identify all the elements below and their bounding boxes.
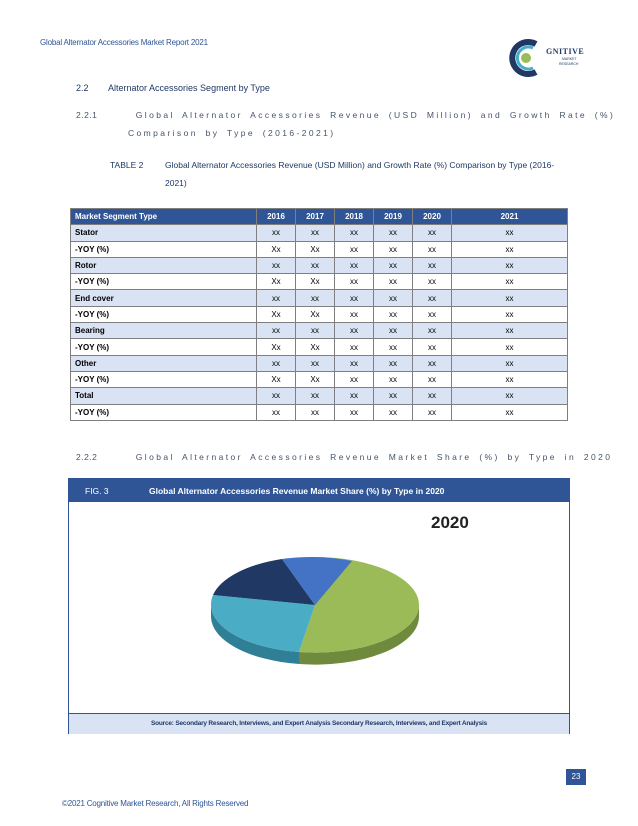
- table-cell-segment: -YOY (%): [71, 241, 257, 257]
- table-cell-segment: End cover: [71, 290, 257, 306]
- table-cell-segment: -YOY (%): [71, 274, 257, 290]
- table-row: [71, 225, 568, 241]
- table-cell-value: xx: [413, 323, 452, 339]
- table-cell-value: xx: [452, 339, 568, 355]
- table-cell-value: xx: [374, 274, 413, 290]
- table-cell-value: xx: [452, 404, 568, 420]
- table-header-cell: 2018: [335, 209, 374, 225]
- logo-text: GNITIVE: [546, 47, 585, 56]
- table-cell-value: xx: [413, 274, 452, 290]
- figure-label: FIG. 3: [85, 486, 109, 496]
- table-row: [71, 290, 568, 306]
- chart-year-label: 2020: [431, 513, 469, 532]
- table-cell-value: xx: [296, 355, 335, 371]
- subsection-221-line1: Global Alternator Accessories Revenue (USD Million) and Growth Rate (%): [135, 110, 616, 120]
- table-cell-segment: -YOY (%): [71, 404, 257, 420]
- table-cell-value: xx: [257, 388, 296, 404]
- table-cell-value: xx: [413, 355, 452, 371]
- table-cell-segment: Rotor: [71, 257, 257, 273]
- subsection-222-heading: [76, 452, 612, 462]
- table-row: [71, 241, 568, 257]
- subsection-222-number: 2.2.2: [76, 452, 98, 462]
- table-cell-value: xx: [374, 323, 413, 339]
- company-logo: [506, 36, 594, 80]
- table-cell-value: xx: [413, 225, 452, 241]
- table-cell-value: xx: [413, 257, 452, 273]
- table-row: [71, 388, 568, 404]
- table-cell-value: xx: [335, 371, 374, 387]
- table-row: [71, 323, 568, 339]
- table-cell-value: xx: [413, 339, 452, 355]
- table-cell-value: xx: [296, 257, 335, 273]
- table-cell-value: xx: [335, 306, 374, 322]
- table-cell-value: xx: [374, 290, 413, 306]
- table-cell-value: xx: [374, 371, 413, 387]
- table-row: [71, 371, 568, 387]
- table-header-cell: Market Segment Type: [71, 209, 257, 225]
- table-cell-segment: Bearing: [71, 323, 257, 339]
- table-cell-segment: Total: [71, 388, 257, 404]
- section-number: 2.2: [76, 83, 89, 93]
- table-header-cell: 2021: [452, 209, 568, 225]
- subsection-222-text: Global Alternator Accessories Revenue Market Share (%) by Type in 2020: [135, 452, 613, 462]
- table-cell-value: xx: [335, 404, 374, 420]
- table-cell-value: xx: [452, 257, 568, 273]
- table-cell-value: xx: [452, 371, 568, 387]
- table-row: [71, 306, 568, 322]
- subsection-221-heading: [76, 110, 615, 120]
- figure-title: Global Alternator Accessories Revenue Market Share (%) by Type in 2020: [149, 486, 445, 496]
- table-cell-value: Xx: [296, 371, 335, 387]
- section-heading: [76, 83, 270, 93]
- table-cell-value: xx: [374, 388, 413, 404]
- table-row: [71, 257, 568, 273]
- table-cell-value: Xx: [296, 306, 335, 322]
- table-cell-value: xx: [335, 355, 374, 371]
- logo-subtext-2: RESEARCH: [559, 62, 579, 66]
- table-cell-value: Xx: [296, 241, 335, 257]
- figure-source-bar: [69, 713, 569, 734]
- table-cell-value: xx: [374, 306, 413, 322]
- table-row: [71, 355, 568, 371]
- table-header-row: [71, 209, 568, 225]
- table-cell-segment: Stator: [71, 225, 257, 241]
- table-cell-value: xx: [452, 225, 568, 241]
- table-cell-value: Xx: [257, 274, 296, 290]
- table-cell-value: xx: [413, 371, 452, 387]
- table-cell-value: xx: [257, 355, 296, 371]
- pie-chart-3d: [209, 545, 429, 675]
- table-cell-value: Xx: [257, 306, 296, 322]
- table-cell-value: Xx: [257, 339, 296, 355]
- table-header-cell: 2019: [374, 209, 413, 225]
- table-cell-value: xx: [335, 388, 374, 404]
- table-cell-value: xx: [374, 339, 413, 355]
- table-cell-value: Xx: [257, 241, 296, 257]
- table-cell-value: Xx: [296, 339, 335, 355]
- table-cell-value: xx: [374, 241, 413, 257]
- table-cell-value: xx: [335, 225, 374, 241]
- table-cell-segment: Other: [71, 355, 257, 371]
- subsection-221-line2: Comparison by Type (2016-2021): [128, 128, 336, 138]
- table-cell-value: xx: [335, 339, 374, 355]
- table-cell-value: xx: [257, 404, 296, 420]
- table-cell-value: xx: [257, 323, 296, 339]
- figure-box: [68, 478, 570, 734]
- table-cell-value: xx: [452, 388, 568, 404]
- revenue-table: [70, 208, 568, 421]
- table-caption-text: Global Alternator Accessories Revenue (USD Million) and Growth Rate (%) Comparison by Type (2016-2021): [165, 160, 555, 188]
- table-cell-segment: -YOY (%): [71, 306, 257, 322]
- table-cell-value: xx: [257, 257, 296, 273]
- table-cell-segment: -YOY (%): [71, 371, 257, 387]
- table-cell-value: Xx: [257, 371, 296, 387]
- table-row: [71, 404, 568, 420]
- table-cell-value: xx: [335, 257, 374, 273]
- table-cell-value: xx: [374, 355, 413, 371]
- footer-copyright: ©2021 Cognitive Market Research, All Rights Reserved: [62, 799, 249, 808]
- table-cell-value: xx: [296, 323, 335, 339]
- table-cell-value: xx: [296, 225, 335, 241]
- logo-subtext-1: MARKET: [562, 57, 577, 61]
- table-header-cell: 2017: [296, 209, 335, 225]
- table-row: [71, 274, 568, 290]
- page-number: 23: [566, 769, 586, 785]
- table-cell-value: xx: [257, 290, 296, 306]
- table-cell-value: xx: [413, 388, 452, 404]
- table-row: [71, 339, 568, 355]
- table-cell-value: xx: [413, 290, 452, 306]
- table-cell-value: xx: [413, 404, 452, 420]
- table-cell-value: xx: [374, 257, 413, 273]
- table-cell-value: xx: [257, 225, 296, 241]
- table-cell-value: xx: [452, 241, 568, 257]
- figure-header: [69, 479, 569, 502]
- report-header-title: Global Alternator Accessories Market Report 2021: [40, 38, 208, 47]
- table-cell-value: xx: [452, 355, 568, 371]
- table-cell-value: xx: [452, 274, 568, 290]
- table-cell-value: xx: [452, 306, 568, 322]
- table-cell-value: Xx: [296, 274, 335, 290]
- section-title: Alternator Accessories Segment by Type: [108, 83, 270, 93]
- table-cell-value: xx: [452, 290, 568, 306]
- table-cell-value: xx: [335, 241, 374, 257]
- table-cell-value: xx: [452, 323, 568, 339]
- table-cell-value: xx: [296, 290, 335, 306]
- table-cell-value: xx: [296, 388, 335, 404]
- table-cell-value: xx: [374, 404, 413, 420]
- table-header-cell: 2020: [413, 209, 452, 225]
- table-header-cell: 2016: [257, 209, 296, 225]
- table-cell-value: xx: [413, 306, 452, 322]
- subsection-221-number: 2.2.1: [76, 110, 98, 120]
- pie-slice-teal: [211, 595, 315, 652]
- table-cell-value: xx: [296, 404, 335, 420]
- table-cell-value: xx: [335, 323, 374, 339]
- table-cell-value: xx: [335, 290, 374, 306]
- figure-source: Source: Secondary Research, Interviews, and Expert Analysis Secondary Research, Interviews, and Expert Analysis: [150, 720, 488, 727]
- table-cell-value: xx: [413, 241, 452, 257]
- table-caption-label: TABLE 2: [110, 160, 144, 170]
- table-cell-value: xx: [335, 274, 374, 290]
- table-cell-value: xx: [374, 225, 413, 241]
- table-cell-segment: -YOY (%): [71, 339, 257, 355]
